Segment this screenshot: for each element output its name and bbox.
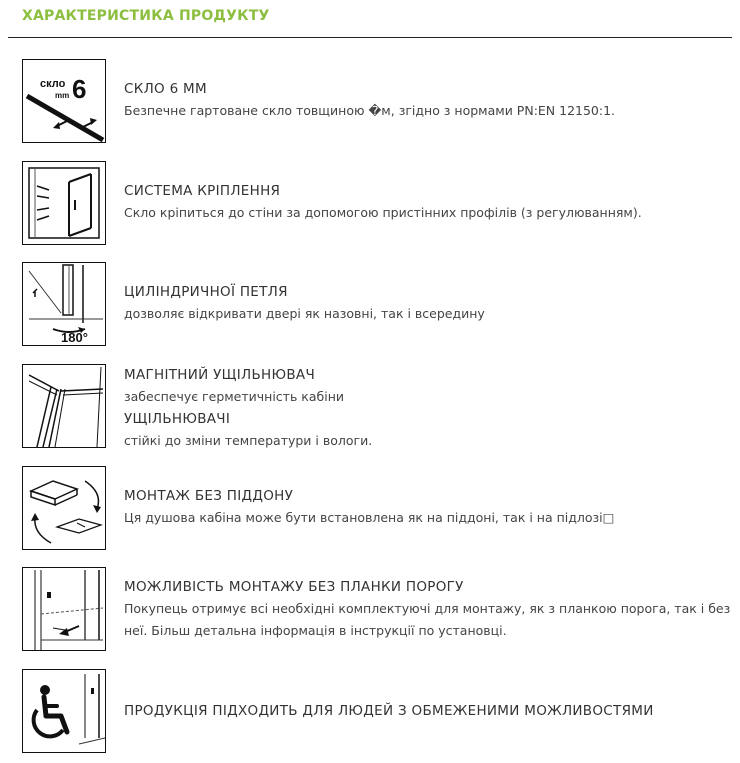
feature-mounting — [22, 161, 732, 247]
feature-title: ПРОДУКЦІЯ ПІДХОДИТЬ ДЛЯ ЛЮДЕЙ З ОБМЕЖЕНИМИ МОЖЛИВОСТЯМИ — [124, 703, 654, 719]
wall-mounting-icon — [22, 161, 106, 245]
feature-title: МАГНІТНИЙ УЩІЛЬНЮВАЧ — [124, 367, 315, 383]
feature-hinge — [22, 262, 732, 348]
feature-glass — [22, 59, 732, 145]
magnetic-seal-icon — [22, 364, 106, 448]
section-header: ХАРАКТЕРИСТИКА ПРОДУКТУ — [22, 8, 270, 24]
accessibility-icon — [22, 669, 106, 753]
icon-hinge-label: 180° — [61, 330, 88, 345]
icon-glass-label: скло — [40, 78, 66, 90]
feature-description-secondary: стійкі до зміни температури і вологи. — [124, 433, 373, 448]
feature-description: Безпечне гартоване скло товщиною �м, згідно з нормами PN:EN 12150:1. — [124, 103, 616, 118]
feature-title: МОЖЛИВІСТЬ МОНТАЖУ БЕЗ ПЛАНКИ ПОРОГУ — [124, 579, 464, 595]
threshold-free-icon — [22, 567, 106, 651]
feature-description: забеспечує герметичність кабіни — [124, 389, 344, 404]
feature-title: МОНТАЖ БЕЗ ПІДДОНУ — [124, 488, 294, 504]
hinge-180-icon — [22, 262, 106, 346]
header-divider — [8, 37, 732, 38]
glass-thickness-icon — [22, 59, 106, 143]
feature-description: дозволяє відкривати двері як назовні, так і всередину — [124, 306, 485, 321]
feature-title: ЦИЛІНДРИЧНОЇ ПЕТЛЯ — [124, 284, 288, 300]
tray-or-floor-icon — [22, 466, 106, 550]
feature-magnetic-seal — [22, 364, 732, 450]
feature-description: Ця душова кабіна може бути встановлена як на піддоні, так і на підлозі□ — [124, 510, 615, 525]
feature-no-threshold — [22, 567, 732, 653]
feature-title: СКЛО 6 ММ — [124, 81, 207, 97]
feature-description: Покупець отримує всі необхідні комплектуючі для монтажу, як з планкою порога, так і без неї. Більш детальна інформація в інструкції по установці. — [124, 601, 731, 638]
icon-glass-value: 6 — [72, 74, 87, 104]
icon-glass-unit: mm — [55, 91, 70, 100]
feature-title: СИСТЕМА КРІПЛЕННЯ — [124, 183, 281, 199]
feature-description: Скло кріпиться до стіни за допомогою пристінних профілів (з регулюванням). — [124, 205, 642, 220]
feature-no-tray — [22, 466, 732, 552]
feature-accessibility — [22, 669, 732, 755]
feature-title-secondary: УЩІЛЬНЮВАЧІ — [124, 411, 231, 427]
